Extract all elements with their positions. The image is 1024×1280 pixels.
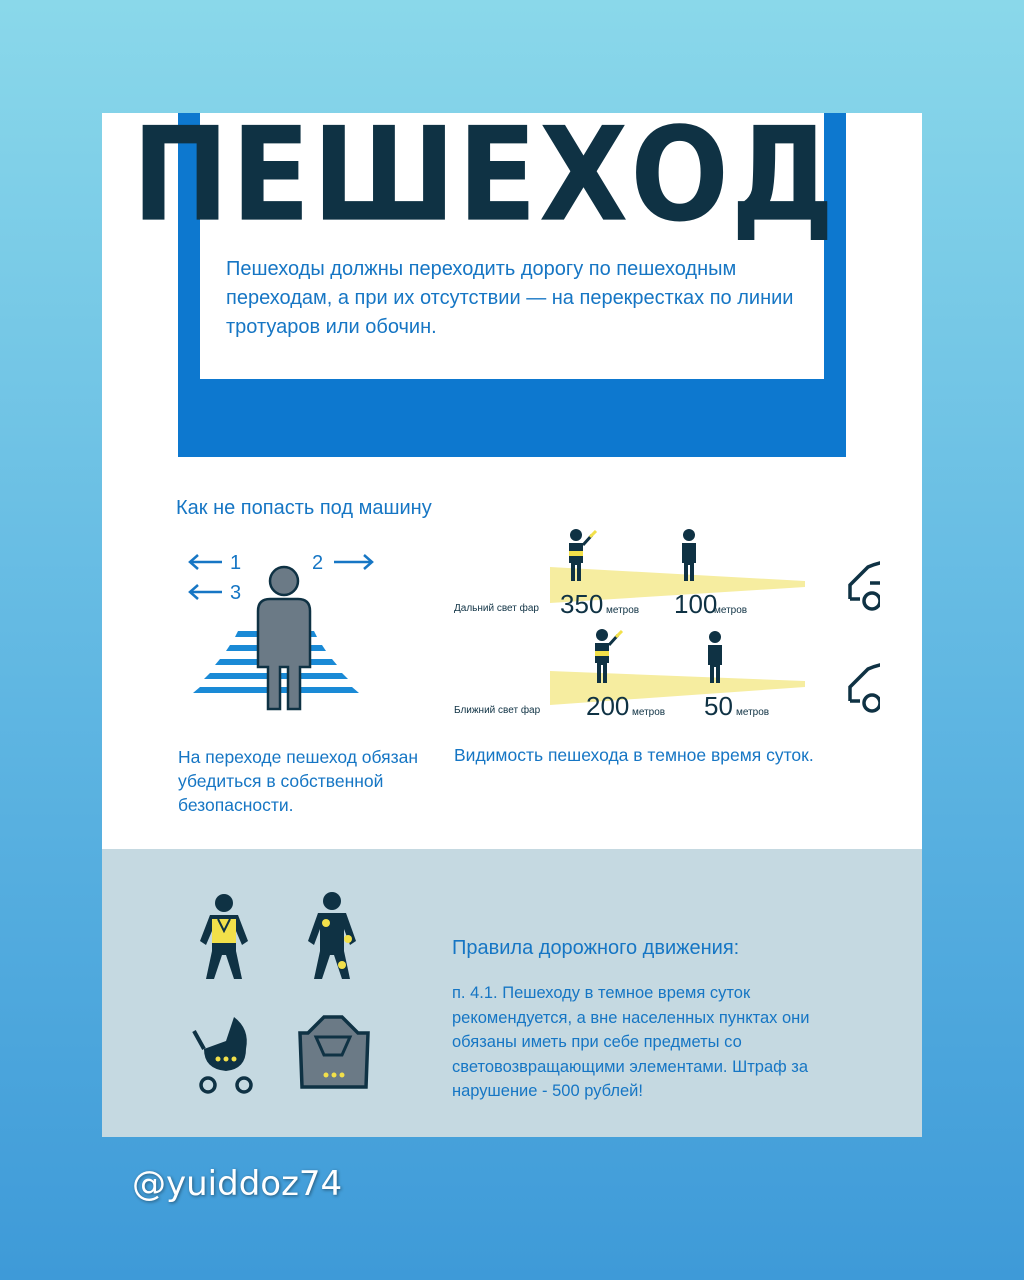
arrow-left-1-icon [190,555,222,569]
rules-panel [102,849,922,1137]
car-high-icon-body [850,561,880,609]
reflective-items-icons [186,889,386,1099]
high-beam-label: Дальний свет фар [454,603,539,614]
high-reflective-distance: 350 [560,589,604,619]
crosswalk-illustration [176,545,386,715]
high-reflective-unit: метров [606,605,640,616]
car-low-icon-body [850,663,880,711]
arrow-left-3-icon [190,585,222,599]
step-2-label: 2 [312,552,324,574]
arrow-right-2-icon [334,555,372,569]
crossing-caption: На переходе пешеход обязан убедиться в собственной безопасности. [178,747,419,815]
low-dark-unit: метров [736,707,770,718]
visibility-caption: Видимость пешехода в темное время суток. [454,745,814,765]
step-3-label: 3 [230,582,242,604]
high-dark-distance: 100 [674,589,718,619]
reflective-badges-icon [308,892,356,979]
visibility-illustration [450,523,880,723]
low-beam-label: Ближний свет фар [454,705,541,716]
stroller-icon [194,1017,251,1092]
crossing-heading: Как не попасть под машину [176,497,432,519]
page-title: ПЕШЕХОД [132,113,837,251]
intro-text: Пешеходы должны переходить дорогу по пешеходным переходам, а при их отсутствии — на перекрестках по линии тротуаров или обочин. [226,258,794,338]
rules-text: п. 4.1. Пешеходу в темное время суток рекомендуется, а вне населенных пунктах они обязаны иметь при себе предметы со световозвращающими элементами. Штраф за нарушение - 500 рублей! [452,984,810,1100]
reflective-vest-icon [200,894,248,979]
pedestrian-dark-high-icon [682,529,696,581]
pedestrian-dark-low-icon [708,631,722,683]
bag-icon [300,1017,368,1087]
low-dark-distance: 50 [704,691,733,721]
car-high-icon [870,557,880,583]
step-1-label: 1 [230,552,242,574]
poster [102,113,922,1137]
account-watermark: @yuiddoz74 [132,1164,343,1204]
rules-heading: Правила дорожного движения: [452,937,740,959]
high-dark-unit: метров [714,605,748,616]
low-reflective-unit: метров [632,707,666,718]
low-reflective-distance: 200 [586,691,630,721]
